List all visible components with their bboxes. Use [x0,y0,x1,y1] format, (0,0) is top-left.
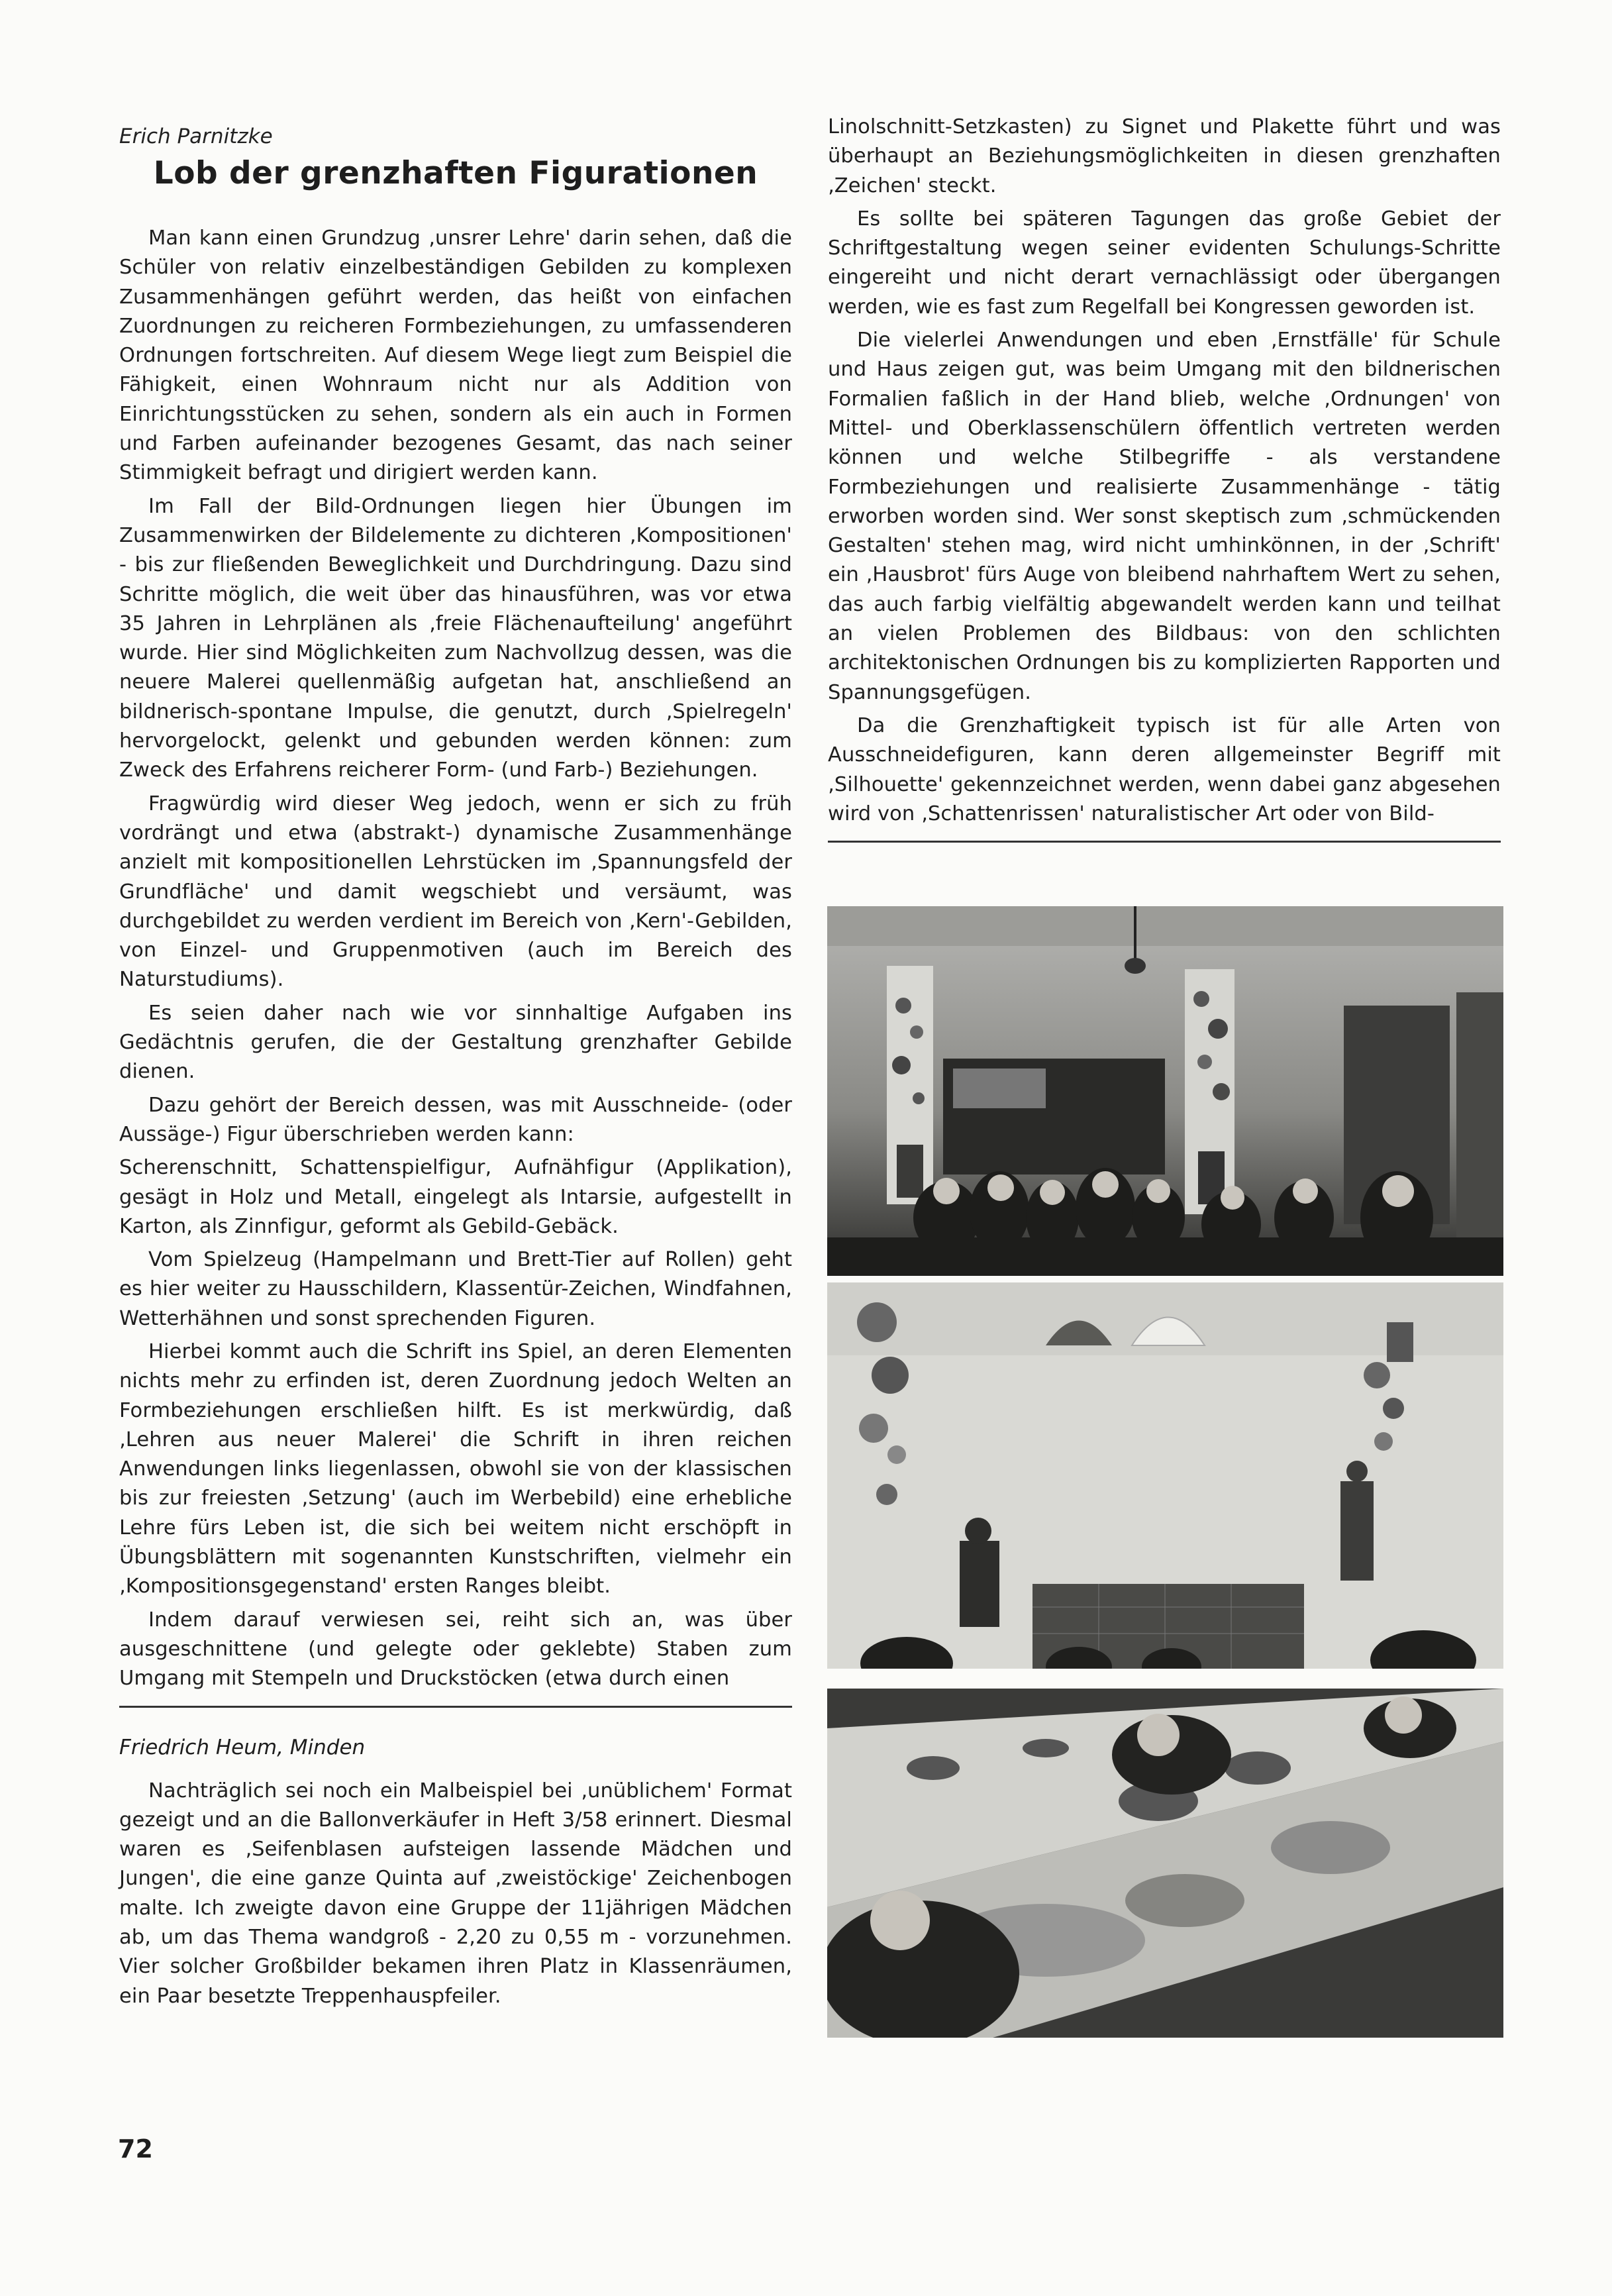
page-number: 72 [118,2134,153,2164]
body-paragraph: Die vielerlei Anwendungen und eben ‚Ernstfälle' für Schule und Haus zeigen gut, was beim Umgang mit den bildnerischen Formalien faßlich in der Hand blieb, welche ‚Ordnungen' von Mittel- und Oberklassenschülern öffentlich vertreten werden können und welche Stilbegriffe - als verstandene Formbeziehungen und realisierte Zusammenhänge - tätig erworben worden sind. Wer sonst skeptisch zum ‚schmückenden Gestalten' stehen mag, wird nicht umhinkönnen, in der ‚Schrift' ein ‚Hausbrot' fürs Auge von bleibend nahrhaftem Wert zu sehen, das auch farbig vielfältig abgewandelt werden kann und teilhat an vielen Problemen des Bildbaus: von den schlichten architektonischen Ordnungen bis zu komplizierten Rapporten und Spannungsgefügen. [828,329,1501,704]
body-paragraph: Da die Grenzhaftigkeit typisch ist für alle Arten von Ausschneidefiguren, kann deren allgemeinster Begriff mit ‚Silhouette' gekennzeichnet werden, wenn dabei ganz abgesehen wird von ‚Schattenrissen' naturalistischer Art oder von Bild- [828,713,1501,825]
left-column [119,113,792,2015]
children-painting-photo [827,1689,1503,2038]
second-article-author: Friedrich Heum, Minden [119,1735,366,1759]
body-paragraph: Linolschnitt-Setzkasten) zu Signet und Plakette führt und was überhaupt an Beziehungsmöglichkeiten in diesen grenzhaften ‚Zeichen' steckt. [828,115,1501,197]
body-paragraph: Scherenschnitt, Schattenspielfigur, Aufnähfigur (Applikation), gesägt in Holz und Metall, eingelegt als Intarsie, aufgestellt in Karton, als Zinnfigur, geformt als Gebild-Gebäck. [119,1156,792,1238]
article-author: Erich Parnitzke [119,125,273,148]
body-paragraph: Hierbei kommt auch die Schrift ins Spiel, an deren Elementen nichts mehr zu erfinden ist, deren Zuordnung jedoch Welten an Formbeziehungen erschließen hilft. Es ist merkwürdig, daß ‚Lehren aus neuer Malerei' die Schrift in ihren reichen Anwendungen links liegenlassen, obwohl sie von der klassischen bis zur freiesten ‚Setzung' (auch im Werbebild) eine erhebliche Lehre fürs Leben ist, die sich bei weitem nicht erschöpft in Übungsblättern mit sogenannten Kunstschriften, vielmehr ein ‚Kompositionsgegenstand' ersten Ranges bleibt. [119,1339,792,1598]
right-column [828,113,1501,852]
body-paragraph: Es sollte bei späteren Tagungen das große Gebiet der Schriftgestaltung wegen seiner evidenten Schulungs-Schritte eingereiht und nicht derart vernachlässigt oder übergangen werden, wie es fast zum Regelfall bei Kongressen geworden ist. [828,207,1501,319]
body-paragraph: Fragwürdig wird dieser Weg jedoch, wenn er sich zu früh vordrängt und etwa (abstrakt-) dynamische Zusammenhänge anzielt mit kompositionellen Lehrstücken im ‚Spannungsfeld der Grundfläche' und damit wegschiebt und versäumt, was durchgebildet zu werden verdient im Bereich von ‚Kern'-Gebilden, von Einzel- und Gruppenmotiven (auch im Bereich des Naturstudiums). [119,792,792,992]
column-divider [828,841,1501,843]
body-paragraph: Es seien daher nach wie vor sinnhaltige Aufgaben ins Gedächtnis gerufen, die der Gestaltung grenzhafter Gebilde dienen. [119,1001,792,1084]
body-paragraph: Nachträglich sei noch ein Malbeispiel bei ‚unüblichem' Format gezeigt und an die Ballonverkäufer in Heft 3/58 erinnert. Diesmal waren es ‚Seifenblasen aufsteigen lassende Mädchen und Jungen', die eine ganze Quinta auf ‚zweistöckige' Zeichenbogen malte. Ich zweigte davon eine Gruppe der 11jährigen Mädchen ab, um das Thema wandgroß - 2,20 zu 0,55 m - vorzunehmen. Vier solcher Großbilder bekamen ihren Platz in Klassenräumen, ein Paar besetzte Treppenhauspfeiler. [119,1779,792,2008]
section-divider [119,1706,792,1708]
classroom-photo-2 [827,1282,1503,1669]
body-paragraph: Man kann einen Grundzug ‚unsrer Lehre' darin sehen, daß die Schüler von relativ einzelbeständigen Gebilden zu komplexen Zusammenhängen geführt werden, das heißt von einfachen Zuordnungen zu reicheren Formbeziehungen, zu umfassenderen Ordnungen fortschreiten. Auf diesem Wege liegt zum Beispiel die Fähigkeit, einen Wohnraum nicht nur als Addition von Einrichtungsstücken zu sehen, sondern als ein auch in Formen und Farben aufeinander bezogenes Gesamt, das nach seiner Stimmigkeit befragt und dirigiert werden kann. [119,227,792,485]
body-paragraph: Indem darauf verwiesen sei, reiht sich an, was über ausgeschnittene (und gelegte oder geklebte) Staben zum Umgang mit Stempeln und Druckstöcken (etwa durch einen [119,1608,792,1691]
classroom-photo-1 [827,906,1503,1276]
body-paragraph: Dazu gehört der Bereich dessen, was mit Ausschneide- (oder Aussäge-) Figur überschrieben werden kann: [119,1093,792,1146]
body-paragraph: Im Fall der Bild-Ordnungen liegen hier Übungen im Zusammenwirken der Bildelemente zu dichteren ‚Kompositionen' - bis zur fließenden Beweglichkeit und Durchdringung. Dazu sind Schritte möglich, die weit über das hinausführen, was vor etwa 35 Jahren in Lehrplänen als ‚freie Flächenaufteilung' angeführt wurde. Hier sind Möglichkeiten zum Nachvollzug dessen, was die neuere Malerei quellenmäßig aufgetan hat, anschließend an bildnerisch-spontane Impulse, die genutzt, durch ‚Spielregeln' hervorgelockt, gelenkt und gebunden werden können: zum Zweck des Erfahrens reicherer Form- (und Farb-) Beziehungen. [119,494,792,782]
article-title: Lob der grenzhaften Figurationen [153,155,758,191]
body-paragraph: Vom Spielzeug (Hampelmann und Brett-Tier auf Rollen) geht es hier weiter zu Hausschildern, Klassentür-Zeichen, Windfahnen, Wetterhähnen und sonst sprechenden Figuren. [119,1248,792,1330]
